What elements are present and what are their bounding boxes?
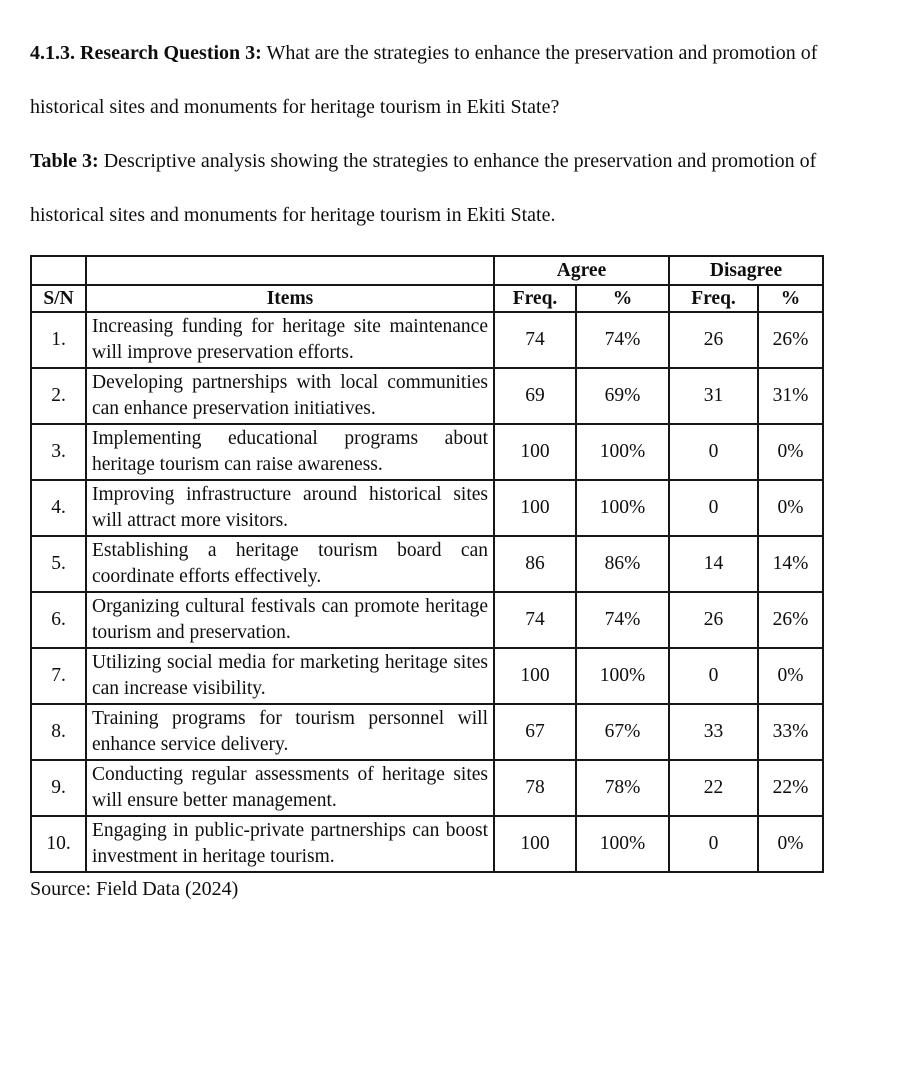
sn-cell: 5. <box>31 536 86 592</box>
agree-freq-cell: 74 <box>494 592 576 648</box>
disagree-pct-cell: 0% <box>758 424 823 480</box>
research-question-label: 4.1.3. Research Question 3: <box>30 42 262 64</box>
sn-cell: 2. <box>31 368 86 424</box>
sn-cell: 9. <box>31 760 86 816</box>
agree-freq-cell: 78 <box>494 760 576 816</box>
empty-header-cell <box>31 256 86 285</box>
agree-freq-cell: 100 <box>494 424 576 480</box>
item-cell: Training programs for tourism personnel will enhance service delivery. <box>86 704 494 760</box>
disagree-pct-cell: 26% <box>758 592 823 648</box>
sn-cell: 8. <box>31 704 86 760</box>
disagree-freq-cell: 31 <box>669 368 758 424</box>
table-row <box>31 648 823 704</box>
table-row <box>31 760 823 816</box>
item-cell: Developing partnerships with local communities can enhance preservation initiatives. <box>86 368 494 424</box>
agree-freq-cell: 86 <box>494 536 576 592</box>
table-row <box>31 424 823 480</box>
disagree-freq-cell: 14 <box>669 536 758 592</box>
item-cell: Utilizing social media for marketing heritage sites can increase visibility. <box>86 648 494 704</box>
disagree-pct-cell: 14% <box>758 536 823 592</box>
agree-pct-cell: 67% <box>576 704 669 760</box>
disagree-freq-cell: 0 <box>669 816 758 872</box>
sn-cell: 1. <box>31 312 86 368</box>
sn-cell: 7. <box>31 648 86 704</box>
agree-freq-cell: 67 <box>494 704 576 760</box>
agree-pct-cell: 100% <box>576 424 669 480</box>
agree-freq-cell: 100 <box>494 480 576 536</box>
disagree-freq-cell: 33 <box>669 704 758 760</box>
table-caption-paragraph <box>30 134 861 242</box>
disagree-freq-cell: 0 <box>669 424 758 480</box>
agree-pct-cell: 74% <box>576 592 669 648</box>
table-row <box>31 368 823 424</box>
empty-header-cell <box>86 256 494 285</box>
disagree-group-header: Disagree <box>669 256 823 285</box>
table-row <box>31 536 823 592</box>
item-cell: Organizing cultural festivals can promote heritage tourism and preservation. <box>86 592 494 648</box>
sn-cell: 4. <box>31 480 86 536</box>
agree-pct-cell: 100% <box>576 480 669 536</box>
group-header-row <box>31 256 823 285</box>
sn-cell: 3. <box>31 424 86 480</box>
sn-cell: 6. <box>31 592 86 648</box>
agree-pct-cell: 69% <box>576 368 669 424</box>
disagree-pct-cell: 33% <box>758 704 823 760</box>
disagree-freq-cell: 0 <box>669 480 758 536</box>
table-row <box>31 480 823 536</box>
disagree-freq-cell: 26 <box>669 312 758 368</box>
table-row <box>31 592 823 648</box>
item-cell: Conducting regular assessments of heritage sites will ensure better management. <box>86 760 494 816</box>
disagree-pct-cell: 22% <box>758 760 823 816</box>
descriptive-analysis-table <box>30 255 824 873</box>
agree-pct-cell: 100% <box>576 648 669 704</box>
agree-pct-cell: 100% <box>576 816 669 872</box>
item-cell: Improving infrastructure around historical sites will attract more visitors. <box>86 480 494 536</box>
disagree-pct-cell: 26% <box>758 312 823 368</box>
agree-freq-cell: 74 <box>494 312 576 368</box>
agree-freq-column-header: Freq. <box>494 285 576 312</box>
table-caption-text: Descriptive analysis showing the strategies to enhance the preservation and promotion of historical sites and monuments for heritage tourism in Ekiti State. <box>30 150 817 226</box>
agree-freq-cell: 100 <box>494 816 576 872</box>
item-cell: Engaging in public-private partnerships can boost investment in heritage tourism. <box>86 816 494 872</box>
research-question-text: What are the strategies to enhance the preservation and promotion of historical sites and monuments for heritage tourism in Ekiti State? <box>30 42 818 118</box>
table-caption-label: Table 3: <box>30 150 99 172</box>
agree-freq-cell: 100 <box>494 648 576 704</box>
item-cell: Establishing a heritage tourism board can coordinate efforts effectively. <box>86 536 494 592</box>
source-note: Source: Field Data (2024) <box>30 878 239 900</box>
column-header-row <box>31 285 823 312</box>
items-column-header: Items <box>86 285 494 312</box>
sn-cell: 10. <box>31 816 86 872</box>
agree-pct-cell: 86% <box>576 536 669 592</box>
disagree-pct-column-header: % <box>758 285 823 312</box>
disagree-freq-cell: 22 <box>669 760 758 816</box>
agree-pct-cell: 78% <box>576 760 669 816</box>
research-question-paragraph <box>30 26 861 134</box>
disagree-pct-cell: 0% <box>758 816 823 872</box>
item-cell: Implementing educational programs about heritage tourism can raise awareness. <box>86 424 494 480</box>
agree-pct-cell: 74% <box>576 312 669 368</box>
sn-column-header: S/N <box>31 285 86 312</box>
disagree-freq-cell: 0 <box>669 648 758 704</box>
table-row <box>31 704 823 760</box>
disagree-pct-cell: 0% <box>758 648 823 704</box>
disagree-freq-cell: 26 <box>669 592 758 648</box>
disagree-freq-column-header: Freq. <box>669 285 758 312</box>
disagree-pct-cell: 0% <box>758 480 823 536</box>
table-row <box>31 312 823 368</box>
agree-group-header: Agree <box>494 256 669 285</box>
table-row <box>31 816 823 872</box>
agree-freq-cell: 69 <box>494 368 576 424</box>
item-cell: Increasing funding for heritage site maintenance will improve preservation efforts. <box>86 312 494 368</box>
disagree-pct-cell: 31% <box>758 368 823 424</box>
agree-pct-column-header: % <box>576 285 669 312</box>
